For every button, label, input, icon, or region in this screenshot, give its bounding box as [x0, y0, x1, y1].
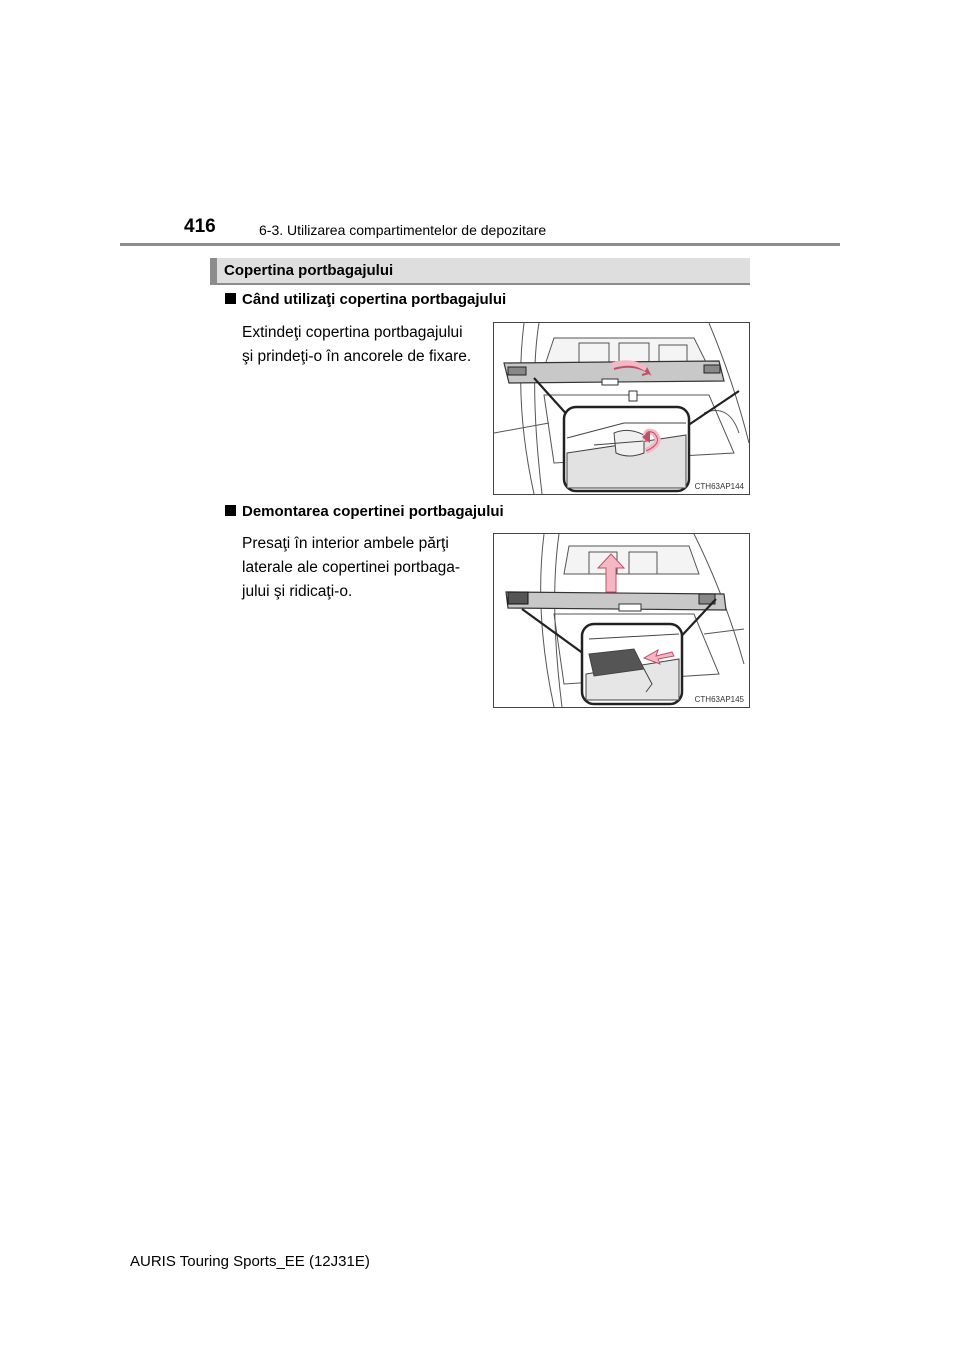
- instruction-text-removing-cover: [242, 532, 478, 604]
- figure-remove-cover: [493, 533, 750, 708]
- illustration-remove-cover: [494, 534, 749, 707]
- section-accent: [210, 258, 217, 283]
- square-bullet-icon: [225, 505, 236, 516]
- text-line: laterale ale copertinei portbaga-: [242, 559, 460, 576]
- text-line: şi prindeţi-o în ancorele de fixare.: [242, 348, 472, 365]
- page-number: 416: [184, 216, 216, 237]
- instruction-text-using-cover: [242, 321, 478, 369]
- square-bullet-icon: [225, 293, 236, 304]
- chapter-title: 6-3. Utilizarea compartimentelor de depozitare: [259, 222, 547, 238]
- subheading-text: Demontarea copertinei portbagajului: [242, 503, 504, 520]
- figure-code: CTH63AP144: [694, 482, 744, 491]
- subheading-using-cover: [225, 291, 506, 308]
- figure-code: CTH63AP145: [694, 695, 744, 704]
- footer-model-code: AURIS Touring Sports_EE (12J31E): [130, 1253, 370, 1270]
- text-line: jului şi ridicaţi-o.: [242, 583, 353, 600]
- text-line: Extindeţi copertina portbagajului: [242, 324, 463, 341]
- header-rule: [120, 243, 840, 246]
- text-line: Presaţi în interior ambele părţi: [242, 535, 449, 552]
- section-title: Copertina portbagajului: [224, 262, 394, 279]
- illustration-extend-cover: [494, 323, 749, 494]
- figure-extend-cover: [493, 322, 750, 495]
- section-header: [210, 258, 750, 285]
- subheading-removing-cover: [225, 503, 504, 520]
- subheading-text: Când utilizaţi copertina portbagajului: [242, 291, 507, 308]
